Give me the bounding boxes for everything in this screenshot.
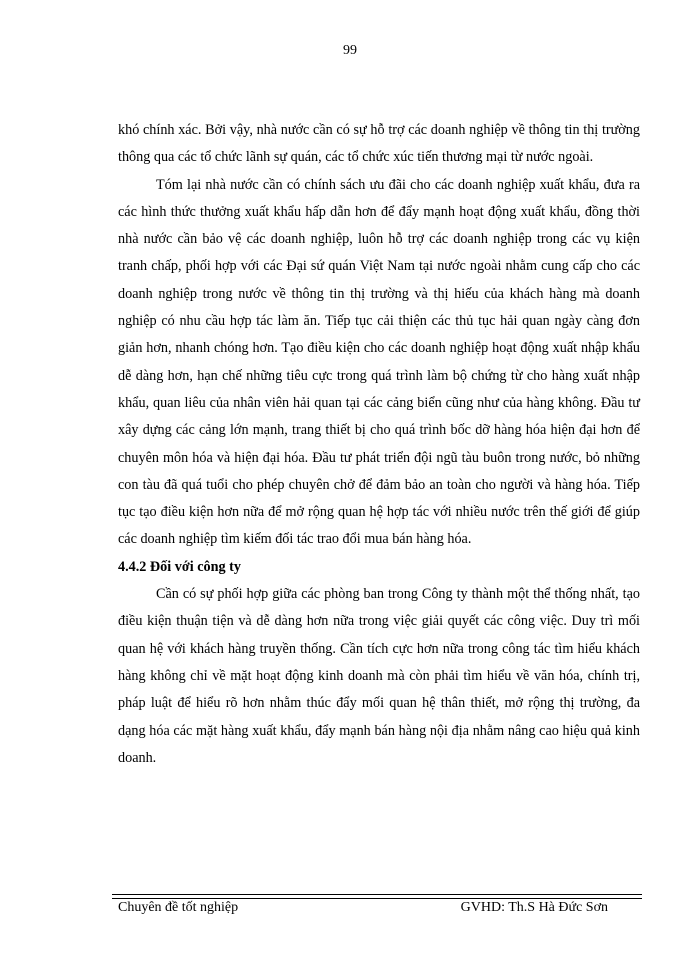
page-number: 99 xyxy=(343,43,357,58)
footer-right-text: GVHD: Th.S Hà Đức Sơn xyxy=(460,900,608,915)
footer xyxy=(118,900,608,916)
footer-rule xyxy=(112,894,642,899)
section-heading: 4.4.2 Đối với công ty xyxy=(118,558,241,575)
paragraph-summary: Tóm lại nhà nước cần có chính sách ưu đãi cho các doanh nghiệp xuất khẩu, đưa ra các hình thức thưởng xuất khẩu hấp dẫn hơn để đẩy mạnh hoạt động xuất khẩu, đồng thời nhà nước cần bảo vệ các doanh nghiệp, luôn hỗ trợ các doanh nghiệp trong các vụ kiện tranh chấp, phối hợp với các Đại sứ quán Việt Nam tại nước ngoài nhằm cung cấp cho các doanh nghiệp trong nước về thông tin thị trường và thị hiếu của khách hàng mà doanh nghiệp có nhu cầu hợp tác làm ăn. Tiếp tục cải thiện các thủ tục hải quan ngày càng đơn giản hơn, nhanh chóng hơn. Tạo điều kiện cho các doanh nghiệp hoạt động xuất nhập khẩu dễ dàng hơn, hạn chế những tiêu cực trong quá trình làm bộ chứng từ cho hàng xuất nhập khẩu, quan liêu của nhân viên hải quan tại các cảng biển cũng như của hàng không. Đầu tư xây dựng các cảng lớn mạnh, trang thiết bị cho quá trình bốc dỡ hàng hóa hiện đại hơn để chuyên môn hóa và hiện đại hóa. Đầu tư phát triển đội ngũ tàu buôn trong nước, bỏ những con tàu đã quá tuổi cho phép chuyên chở để đảm bảo an toàn cho người và hàng hóa. Tiếp tục tạo điều kiện hơn nữa để mở rộng quan hệ hợp tác với nhiều nước trên thế giới để giúp các doanh nghiệp tìm kiếm đối tác trao đổi mua bán hàng hóa. xyxy=(118,176,640,548)
footer-left-text: Chuyên đề tốt nghiệp xyxy=(118,900,239,915)
document-body xyxy=(118,117,640,772)
paragraph-company: Cần có sự phối hợp giữa các phòng ban trong Công ty thành một thể thống nhất, tạo điều kiện thuận tiện và dễ dàng hơn nữa trong việc giải quyết các công việc. Duy trì mối quan hệ với khách hàng truyền thống. Cần tích cực hơn nữa trong công tác tìm hiểu khách hàng không chỉ về mặt hoạt động kinh doanh mà còn phải tìm hiểu về văn hóa, chính trị, pháp luật để hiểu rõ hơn nhằm thúc đẩy mối quan hệ thân thiết, mở rộng thị trường, đa dạng hóa các mặt hàng xuất khẩu, đẩy mạnh bán hàng nội địa nhằm nâng cao hiệu quả kinh doanh. xyxy=(118,586,640,766)
paragraph-continuation: khó chính xác. Bởi vậy, nhà nước cần có sự hỗ trợ các doanh nghiệp về thông tin thị trường thông qua các tổ chức lãnh sự quán, các tổ chức xúc tiến thương mại từ nước ngoài. xyxy=(118,122,640,166)
